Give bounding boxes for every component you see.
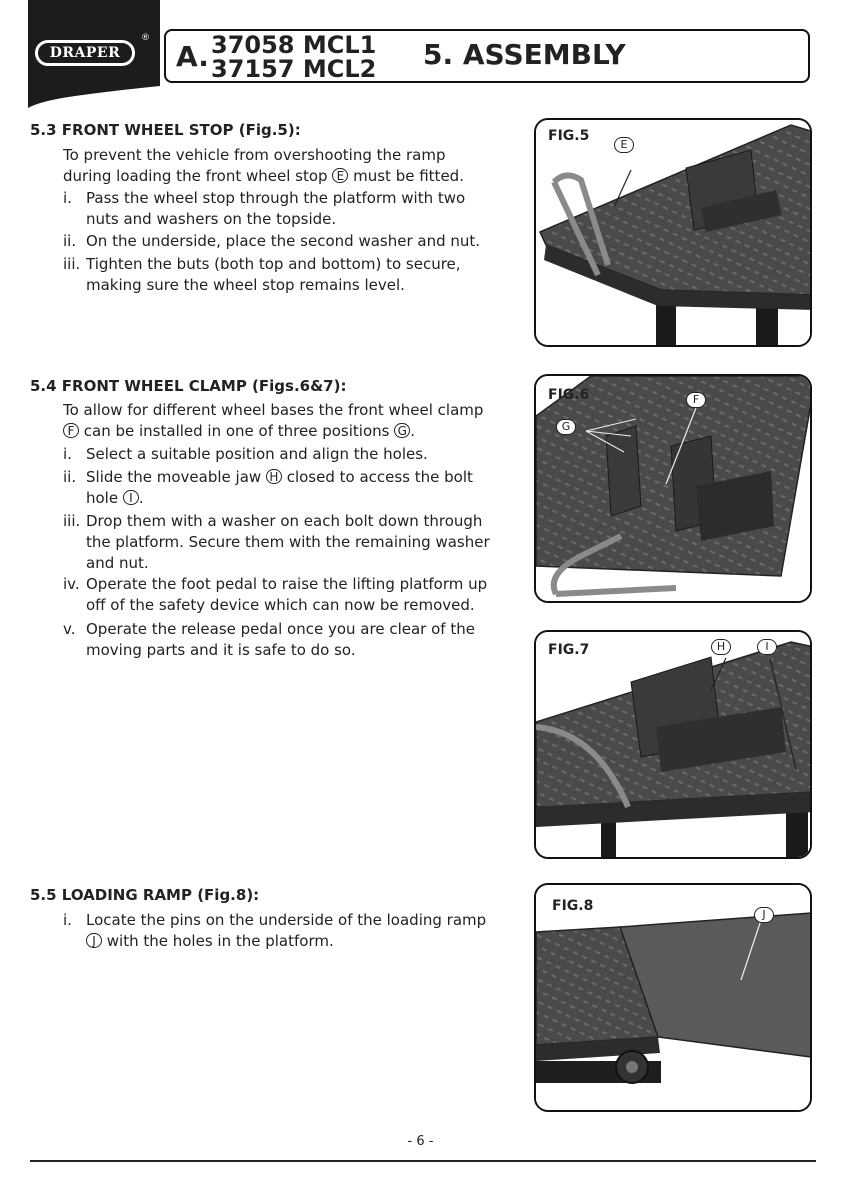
figure-7 <box>534 630 812 859</box>
footer-rule <box>30 1160 816 1162</box>
section-intro-line: F can be installed in one of three positions G . <box>63 421 415 442</box>
figure-8 <box>534 883 812 1112</box>
section-title-loading-ramp: 5.5 LOADING RAMP (Fig.8): <box>30 886 260 904</box>
section-intro-line: To prevent the vehicle from overshooting the ramp <box>63 146 446 164</box>
figure-label: FIG.8 <box>552 898 594 914</box>
callout-j: J <box>86 933 102 948</box>
callout-g: G <box>394 423 410 438</box>
figure-7-illustration <box>536 632 812 859</box>
callout-e: E <box>332 168 348 183</box>
figure-6-illustration <box>536 376 812 603</box>
callout-f: F <box>63 423 79 438</box>
section-title-wheel-stop: 5.3 FRONT WHEEL STOP (Fig.5): <box>30 121 301 139</box>
figure-callout-g: G <box>556 419 576 435</box>
model-prefix: A. <box>176 40 209 73</box>
figure-callout-i: I <box>757 639 777 655</box>
callout-h: H <box>266 469 282 484</box>
callout-i: I <box>123 490 139 505</box>
logo-text: DRAPER <box>49 45 121 61</box>
figure-6 <box>534 374 812 603</box>
page-title: 5. ASSEMBLY <box>423 38 626 71</box>
figure-label: FIG.6 <box>548 387 590 403</box>
figure-label: FIG.5 <box>548 128 590 144</box>
section-intro-line: during loading the front wheel stop E must be fitted. <box>63 167 464 185</box>
figure-label: FIG.7 <box>548 642 590 658</box>
figure-callout-f: F <box>686 392 706 408</box>
section-intro-line: To allow for different wheel bases the front wheel clamp <box>63 401 484 419</box>
figure-callout-j: J <box>754 907 774 923</box>
draper-logo <box>35 40 135 66</box>
model-number-1: 37058 MCL1 <box>211 31 377 59</box>
page-number: - 6 - <box>407 1134 434 1149</box>
section-title-wheel-clamp: 5.4 FRONT WHEEL CLAMP (Figs.6&7): <box>30 377 347 395</box>
registered-mark: ® <box>141 33 150 43</box>
figure-5 <box>534 118 812 347</box>
figure-callout-h: H <box>711 639 731 655</box>
figure-5-illustration <box>536 120 812 347</box>
model-number-2: 37157 MCL2 <box>211 55 377 83</box>
figure-callout-e: E <box>614 137 634 153</box>
